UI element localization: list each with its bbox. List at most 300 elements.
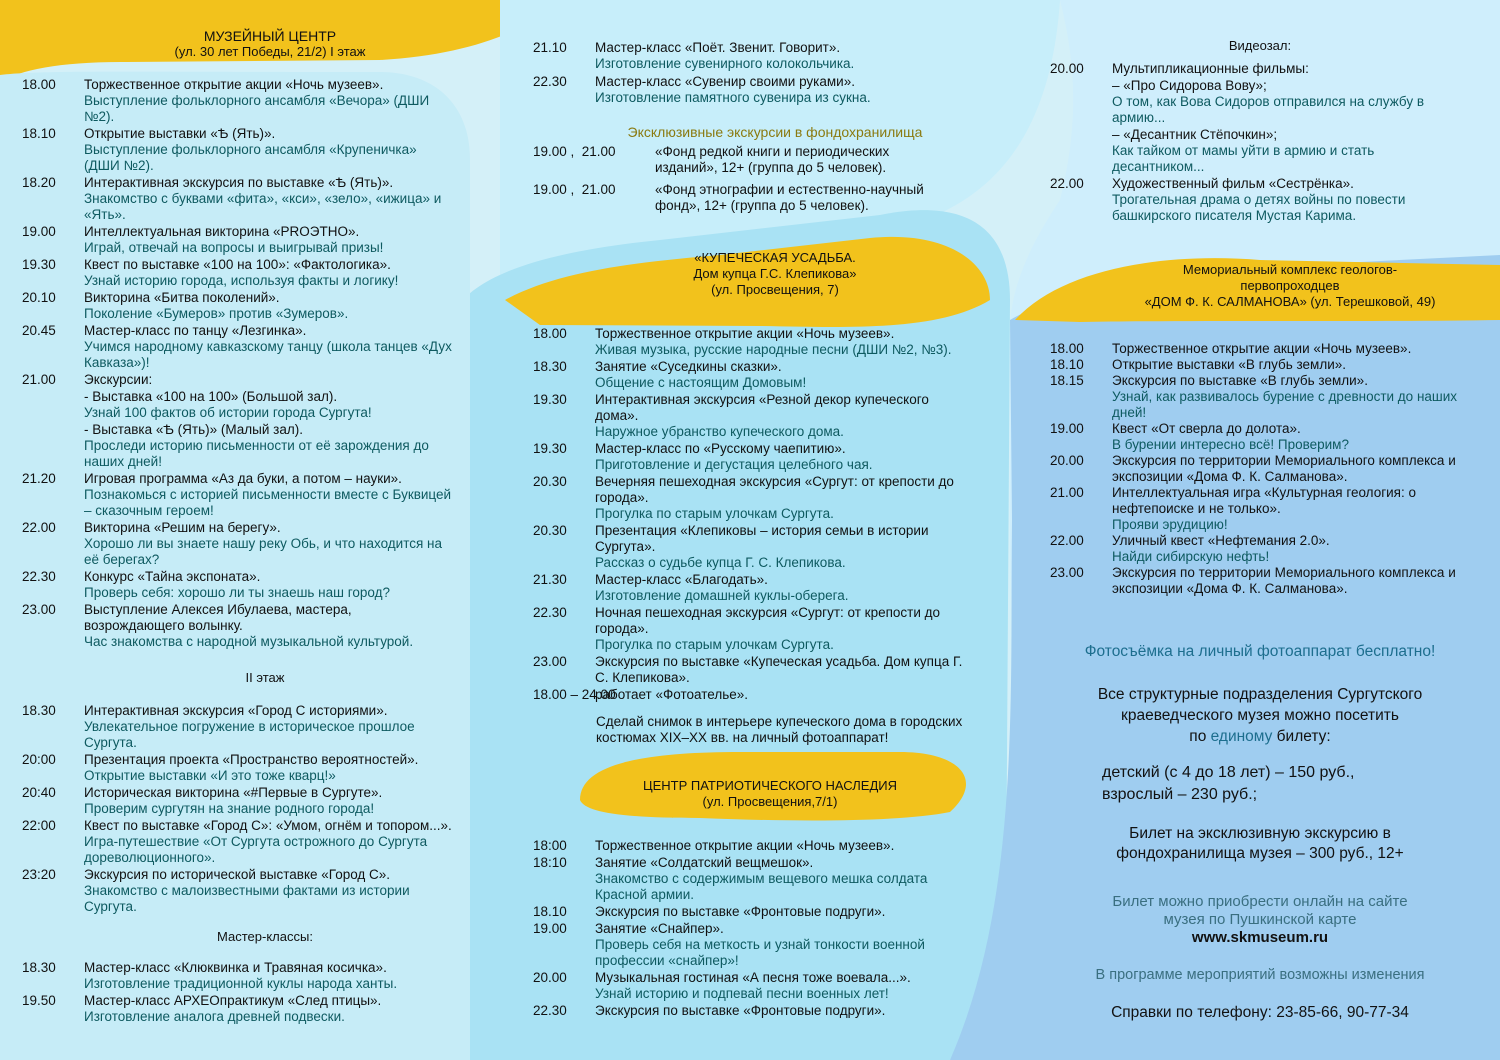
event-time: 19.00 , 21.00 (533, 144, 616, 159)
memorial-header (1110, 262, 1470, 310)
exclusive-price (1040, 824, 1480, 864)
site-link[interactable]: www.skmuseum.ru (1191, 929, 1329, 946)
event-desc: Проверь себя на меткость и узнай тонкости военной профессии «снайпер»! (595, 937, 925, 968)
event-content (1112, 176, 1450, 224)
event-content (595, 855, 963, 903)
event-time: 20.00 (533, 970, 567, 985)
event-row (533, 654, 963, 686)
event-time: 20.30 (533, 474, 567, 489)
event-title: Торжественное открытие акции «Ночь музеев». (595, 838, 895, 853)
video-title: Видеозал: (1228, 38, 1292, 53)
event-desc: Открытие выставки «И это тоже кварц!» (84, 768, 336, 783)
event-row (1050, 565, 1470, 597)
event-title: Музыкальная гостиная «А песня тоже воевала...». (595, 970, 911, 985)
event-desc: Изготовление памятного сувенира из сукна. (595, 90, 871, 105)
event-title: Занятие «Солдатский вещмешок». (595, 855, 814, 870)
event-title: Мастер-класс «Сувенир своими руками». (595, 74, 855, 89)
event-time: 23.00 (1050, 565, 1084, 580)
event-title: Вечерняя пешеходная экскурсия «Сургут: от крепости до города». (595, 474, 954, 505)
event-row (22, 323, 452, 371)
event-title: Выступление Алексея Ибулаева, мастера, возрождающего волынку. (84, 602, 352, 633)
event-row (22, 867, 452, 915)
event-row (533, 1003, 963, 1019)
event-row (1050, 373, 1470, 421)
event-title: Занятие «Суседкины сказки». (595, 359, 782, 374)
event-title: «Фонд редкой книги и периодических изданий», 12+ (группа до 5 человек). (655, 144, 890, 175)
event-row (1050, 127, 1450, 175)
event-desc: Знакомство с малоизвестными фактами из истории Сургута. (84, 883, 410, 914)
floor2-title: II этаж (245, 670, 285, 685)
event-time: 18.00 – 24.00 (533, 687, 616, 702)
event-content (1112, 357, 1470, 373)
event-row (1050, 485, 1470, 533)
event-content (1112, 78, 1450, 126)
event-time: 19.00 (1050, 421, 1084, 436)
prices (1102, 762, 1462, 806)
event-desc: Поколение «Бумеров» против «Зумеров». (84, 306, 349, 321)
event-time: 23:20 (22, 867, 56, 882)
event-row (533, 474, 963, 522)
single-line3c: билету: (1272, 728, 1331, 745)
event-content (595, 74, 953, 106)
event-row (22, 960, 452, 992)
event-time: 23.00 (533, 654, 567, 669)
event-content (595, 921, 963, 969)
event-title: Открытие выставки «Ѣ (Ять)». (84, 126, 276, 141)
event-row (1050, 357, 1470, 373)
event-title: Экскурсия по выставке «Фронтовые подруги». (595, 1003, 886, 1018)
event-title: Мультипликационные фильмы: (1112, 61, 1309, 76)
event-title: Торжественное открытие акции «Ночь музеев». (1112, 341, 1412, 356)
event-time: 18.30 (22, 960, 56, 975)
museum-center-events (22, 77, 452, 651)
event-title: Экскурсия по выставке «Купеческая усадьба. Дом купца Г. С. Клепикова». (595, 654, 963, 685)
event-content (1112, 565, 1470, 597)
masterclass-title: Мастер-классы: (217, 929, 313, 944)
event-time: 18.10 (533, 904, 567, 919)
masterclass-events (22, 960, 452, 1026)
merchant-title2: Дом купца Г.С. Клепикова» (693, 266, 857, 281)
event-time: 18.20 (22, 175, 56, 190)
event-content (84, 569, 452, 601)
memorial-title3: «ДОМ Ф. К. САЛМАНОВА» (ул. Терешковой, 49) (1144, 294, 1436, 309)
event-content (1112, 485, 1470, 533)
event-time: 22.00 (22, 520, 56, 535)
event-row (533, 572, 963, 604)
event-title: Мастер-класс АРХЕОпрактикум «След птицы». (84, 993, 382, 1008)
event-time: 18.30 (533, 359, 567, 374)
event-title: Квест по выставке «Город С»: «Умом, огнём и топором...». (84, 818, 452, 833)
event-time: 19.00 , 21.00 (533, 182, 616, 197)
event-time: 22.30 (22, 569, 56, 584)
event-content (84, 126, 452, 174)
museum-center-title: МУЗЕЙНЫЙ ЦЕНТР (203, 28, 337, 44)
event-desc: Узнай историю города, используя факты и логику! (84, 273, 399, 288)
museum-center-header (150, 28, 390, 60)
event-row (533, 182, 953, 214)
event-time: 19.00 (533, 921, 567, 936)
merchant-address: (ул. Просвещения, 7) (711, 282, 839, 297)
event-content (595, 970, 963, 1002)
buy-line2: музея по Пушкинской карте (1163, 911, 1357, 928)
event-desc: Изготовление аналога древней подвески. (84, 1009, 345, 1024)
event-time: 21.10 (533, 40, 567, 55)
event-desc: Рассказ о судьбе купца Г. С. Клепикова. (595, 555, 846, 570)
event-time (22, 389, 84, 421)
event-title: Квест «От сверла до долота». (1112, 421, 1301, 436)
event-content (1112, 421, 1470, 453)
event-title: Уличный квест «Нефтемания 2.0». (1112, 533, 1330, 548)
event-row (22, 602, 452, 650)
patriotic-events (533, 838, 963, 1020)
single-ticket-info (1040, 684, 1480, 747)
event-time: 22.30 (533, 74, 567, 89)
event-content (84, 602, 452, 650)
event-desc: Час знакомства с народной музыкальной культурой. (84, 634, 414, 649)
event-content (595, 40, 953, 72)
event-row (22, 703, 452, 751)
merchant-title1: «КУПЕЧЕСКАЯ УСАДЬБА. (694, 250, 856, 265)
merchant-note: Сделай снимок в интерьере купеческого дома в городских костюмах XIX–XX вв. на личный фотоаппарат! (596, 714, 963, 745)
event-title: «Фонд этнографии и естественно-научный фонд», 12+ (группа до 5 человек). (655, 182, 924, 213)
event-content (84, 960, 452, 992)
event-desc: Изготовление домашней куклы-оберега. (595, 588, 849, 603)
event-title: Мастер-класс «Клюквинка и Травяная косичка». (84, 960, 387, 975)
event-title: Мастер-класс «Поёт. Звенит. Говорит». (595, 40, 841, 55)
event-desc: Узнай 100 фактов об истории города Сургута! (84, 405, 372, 420)
event-row (22, 569, 452, 601)
exclusive-title: Эксклюзивные экскурсии в фондохранилища (627, 124, 923, 140)
event-time: 18.30 (22, 703, 56, 718)
single-word: единому (1210, 728, 1273, 745)
event-title: Экскурсия по выставке «В глубь земли». (1112, 373, 1368, 388)
event-title: Мастер-класс «Благодать». (595, 572, 768, 587)
event-desc: Как тайком от мамы уйти в армию и стать десантником... (1112, 143, 1375, 174)
event-time: 22.30 (533, 1003, 567, 1018)
event-content (595, 326, 963, 358)
event-row (533, 921, 963, 969)
event-content (595, 654, 963, 686)
event-content (84, 323, 452, 371)
event-time: 21.20 (22, 471, 56, 486)
event-content (595, 523, 963, 571)
video-events (1050, 61, 1450, 225)
event-row (533, 523, 963, 571)
event-content (595, 572, 963, 604)
event-desc: Узнай историю и подпевай песни военных лет! (595, 986, 889, 1001)
event-row (22, 818, 452, 866)
event-desc: Играй, отвечай на вопросы и выигрывай призы! (84, 240, 384, 255)
event-time: 19.30 (533, 392, 567, 407)
event-title: Историческая викторина «#Первые в Сургуте». (84, 785, 383, 800)
event-time: 20.30 (533, 523, 567, 538)
single-line3 (1040, 726, 1480, 747)
event-content (1112, 533, 1470, 565)
price-adult: взрослый – 230 руб.; (1102, 786, 1258, 803)
event-desc: О том, как Вова Сидоров отправился на службу в армию... (1112, 94, 1425, 125)
event-desc: Проверим сургутян на знание родного города! (84, 801, 375, 816)
event-row (22, 290, 452, 322)
merchant-header (600, 250, 950, 298)
event-title: Мастер-класс по танцу «Лезгинка». (84, 323, 307, 338)
event-title: Экскурсия по территории Мемориального комплекса и экспозиции «Дома Ф. К. Салманова». (1112, 565, 1456, 596)
event-content (84, 520, 452, 568)
event-content (595, 474, 963, 522)
event-title: Интеллектуальная викторина «PROЭТНО». (84, 224, 360, 239)
event-time: 19.00 (22, 224, 56, 239)
event-time: 20:40 (22, 785, 56, 800)
patriotic-header (620, 778, 920, 810)
event-content (84, 993, 452, 1025)
event-desc: Игра-путешествие «От Сургута острожного до Сургута дореволюционного». (84, 834, 428, 865)
event-row (1050, 533, 1470, 565)
event-desc: Познакомься с историей письменности вместе с Буквицей – сказочным героем! (84, 487, 452, 518)
event-title: Презентация проекта «Пространство вероятностей». (84, 752, 419, 767)
event-title: Интерактивная экскурсия «Город С историями». (84, 703, 388, 718)
event-time: 18.10 (22, 126, 56, 141)
event-time: 18.00 (1050, 341, 1084, 356)
phone-info: Справки по телефону: 23-85-66, 90-77-34 (1111, 1004, 1409, 1021)
event-desc: Хорошо ли вы знаете нашу реку Обь, и что находится на её берегах? (84, 536, 443, 567)
single-line2: краеведческого музея можно посетить (1121, 707, 1399, 724)
patriotic-title: ЦЕНТР ПАТРИОТИЧЕСКОГО НАСЛЕДИЯ (642, 778, 897, 793)
event-desc: Наружное убранство купеческого дома. (595, 424, 844, 439)
event-content (84, 785, 452, 817)
event-desc: Увлекательное погружение в историческое прошлое Сургута. (84, 719, 415, 750)
event-time: 18:00 (533, 838, 567, 853)
event-content (84, 257, 452, 289)
event-content (84, 224, 452, 256)
event-title: Интерактивная экскурсия по выставке «Ѣ (Ять)». (84, 175, 394, 190)
event-content (1112, 373, 1470, 421)
photo-free-note: Фотосъёмка на личный фотоаппарат бесплатно! (1084, 643, 1436, 660)
event-title: Экскурсия по территории Мемориального комплекса и экспозиции «Дома Ф. К. Салманова». (1112, 453, 1456, 484)
event-row (1050, 421, 1470, 453)
event-row (533, 838, 963, 854)
event-row (1050, 176, 1450, 224)
event-time: 20.45 (22, 323, 56, 338)
event-title: Викторина «Битва поколений». (84, 290, 280, 305)
event-time: 21.00 (1050, 485, 1084, 500)
event-time: 18.00 (533, 326, 567, 341)
middle-top-events (533, 40, 953, 108)
event-desc: Изготовление традиционной куклы народа ханты. (84, 976, 398, 991)
event-desc: Проверь себя: хорошо ли ты знаешь наш город? (84, 585, 390, 600)
patriotic-address: (ул. Просвещения,7/1) (702, 794, 838, 809)
event-title: – «Про Сидорова Вову»; (1112, 78, 1267, 93)
event-time (1050, 78, 1112, 126)
museum-center-address: (ул. 30 лет Победы, 21/2) I этаж (174, 44, 366, 59)
exclusive-events (533, 144, 953, 220)
event-desc: Знакомство с содержимым вещевого мешка солдата Красной армии. (595, 871, 928, 902)
event-time: 20.00 (1050, 453, 1084, 468)
event-row (533, 605, 963, 653)
event-row (22, 257, 452, 289)
event-desc: Приготовление и дегустация целебного чая. (595, 457, 873, 472)
event-row (1050, 78, 1450, 126)
event-row (533, 359, 963, 391)
event-content (84, 422, 452, 470)
event-content (655, 144, 953, 176)
event-desc: Живая музыка, русские народные песни (ДШИ №2, №3). (595, 342, 952, 357)
event-desc: Знакомство с буквами «фита», «кси», «зело», «ижица» и «Ять». (84, 191, 442, 222)
event-content (595, 605, 963, 653)
event-title: Презентация «Клепиковы – история семьи в истории Сургута». (595, 523, 929, 554)
event-content (84, 703, 452, 751)
event-row (22, 785, 452, 817)
event-time: 18.10 (1050, 357, 1084, 372)
event-content (84, 818, 452, 866)
event-desc: Прогулка по старым улочкам Сургута. (595, 506, 834, 521)
event-row (533, 392, 963, 440)
event-desc: Трогательная драма о детях войны по повести башкирского писателя Мустая Карима. (1112, 192, 1406, 223)
event-content (84, 389, 452, 421)
event-row (22, 520, 452, 568)
event-title: работает «Фотоателье». (595, 687, 748, 702)
event-content (84, 175, 452, 223)
event-desc: Узнай, как развивалось бурение с древности до наших дней! (1112, 389, 1458, 420)
event-row (22, 752, 452, 784)
memorial-title1: Мемориальный комплекс геологов- (1182, 262, 1398, 277)
event-content (84, 867, 452, 915)
event-content (84, 471, 452, 519)
floor2-events (22, 703, 452, 916)
event-content (1112, 341, 1470, 357)
event-title: Художественный фильм «Сестрёнка». (1112, 176, 1354, 191)
event-title: Экскурсия по выставке «Фронтовые подруги». (595, 904, 886, 919)
event-row (22, 224, 452, 256)
event-row (1050, 61, 1450, 77)
event-title: Игровая программа «Аз да буки, а потом – науки». (84, 471, 402, 486)
event-content (84, 290, 452, 322)
event-time: 18.15 (1050, 373, 1084, 388)
event-time: 18:10 (533, 855, 567, 870)
event-content (84, 372, 452, 388)
event-title: - Выставка «Ѣ (Ять)» (Малый зал). (84, 422, 303, 437)
event-title: Конкурс «Тайна экспоната». (84, 569, 261, 584)
event-content (595, 1003, 963, 1019)
event-row (1050, 453, 1470, 485)
event-title: Торжественное открытие акции «Ночь музеев». (595, 326, 895, 341)
event-row (533, 326, 963, 358)
event-title: Викторина «Решим на берегу». (84, 520, 281, 535)
event-row (533, 144, 953, 176)
event-time: 18.00 (22, 77, 56, 92)
event-title: Интерактивная экскурсия «Резной декор купеческого дома». (595, 392, 929, 423)
event-row (533, 40, 953, 72)
event-row (533, 970, 963, 1002)
event-row (22, 175, 452, 223)
event-time: 21.00 (22, 372, 56, 387)
event-time: 23.00 (22, 602, 56, 617)
event-row (533, 855, 963, 903)
price-child: детский (с 4 до 18 лет) – 150 руб., (1102, 764, 1355, 781)
event-time: 22.00 (1050, 533, 1084, 548)
event-desc: Проследи историю письменности от её зарождения до наших дней! (84, 438, 429, 469)
event-title: Открытие выставки «В глубь земли». (1112, 357, 1347, 372)
event-content (84, 752, 452, 784)
event-title: Ночная пешеходная экскурсия «Сургут: от крепости до города». (595, 605, 941, 636)
event-title: Интеллектуальная игра «Культурная геология: о нефтепоиске и не только». (1112, 485, 1416, 516)
event-content (84, 77, 452, 125)
event-title: Экскурсия по исторической выставке «Город С». (84, 867, 391, 882)
event-desc: Выступление фольклорного ансамбля «Крупеничка» (ДШИ №2). (84, 142, 417, 173)
event-row (533, 904, 963, 920)
event-row (22, 372, 452, 388)
event-row (533, 441, 963, 473)
event-desc: Общение с настоящим Домовым! (595, 375, 807, 390)
single-line3a: по (1189, 728, 1211, 745)
event-title: Занятие «Снайпер». (595, 921, 724, 936)
event-title: - Выставка «100 на 100» (Большой зал). (84, 389, 338, 404)
event-row (22, 471, 452, 519)
event-title: Торжественное открытие акции «Ночь музеев». (84, 77, 384, 92)
event-time: 19.50 (22, 993, 56, 1008)
event-row (22, 389, 452, 421)
event-content (1112, 127, 1450, 175)
event-content (595, 687, 963, 703)
event-title: – «Десантник Стёпочкин»; (1112, 127, 1278, 142)
event-title: Экскурсии: (84, 372, 153, 387)
buy-online (1040, 893, 1480, 947)
event-desc: Прояви эрудицию! (1112, 517, 1228, 532)
event-time: 19.30 (22, 257, 56, 272)
event-time: 22.30 (533, 605, 567, 620)
event-content (655, 182, 953, 214)
memorial-title2: первопроходцев (1240, 278, 1340, 293)
event-row (22, 126, 452, 174)
event-time: 22:00 (22, 818, 56, 833)
memorial-events (1050, 341, 1470, 597)
event-time: 20.00 (1050, 61, 1084, 76)
single-line1: Все структурные подразделения Сургутского (1097, 686, 1423, 703)
event-content (595, 392, 963, 440)
event-content (595, 904, 963, 920)
event-title: Мастер-класс по «Русскому чаепитию». (595, 441, 846, 456)
event-time: 21.30 (533, 572, 567, 587)
event-time: 20:00 (22, 752, 56, 767)
event-row (22, 77, 452, 125)
event-time: 19.30 (533, 441, 567, 456)
event-time (1050, 127, 1112, 175)
event-time (22, 422, 84, 470)
event-row (533, 687, 963, 703)
event-desc: Найди сибирскую нефть! (1112, 549, 1270, 564)
event-desc: Учимся народному кавказскому танцу (школа танцев «Дух Кавказа»)! (84, 339, 452, 370)
event-desc: В бурении интересно всё! Проверим? (1112, 437, 1349, 452)
event-content (595, 359, 963, 391)
changes-note: В программе мероприятий возможны изменения (1095, 967, 1425, 983)
event-desc: Выступление фольклорного ансамбля «Вечора» (ДШИ №2). (84, 93, 430, 124)
event-content (1112, 61, 1450, 77)
buy-line1: Билет можно приобрести онлайн на сайте (1112, 893, 1408, 910)
event-desc: Прогулка по старым улочкам Сургута. (595, 637, 834, 652)
event-content (1112, 453, 1470, 485)
event-row (22, 422, 452, 470)
event-time: 22.00 (1050, 176, 1084, 191)
merchant-events (533, 326, 963, 704)
excl-line1: Билет на эксклюзивную экскурсию в (1129, 825, 1391, 842)
excl-line2: фондохранилища музея – 300 руб., 12+ (1116, 845, 1404, 862)
event-row (22, 993, 452, 1025)
event-row (1050, 341, 1470, 357)
event-title: Квест по выставке «100 на 100»: «Фактологика». (84, 257, 391, 272)
event-row (533, 74, 953, 106)
event-desc: Изготовление сувенирного колокольчика. (595, 56, 855, 71)
event-time: 20.10 (22, 290, 56, 305)
event-content (595, 838, 963, 854)
event-content (595, 441, 963, 473)
